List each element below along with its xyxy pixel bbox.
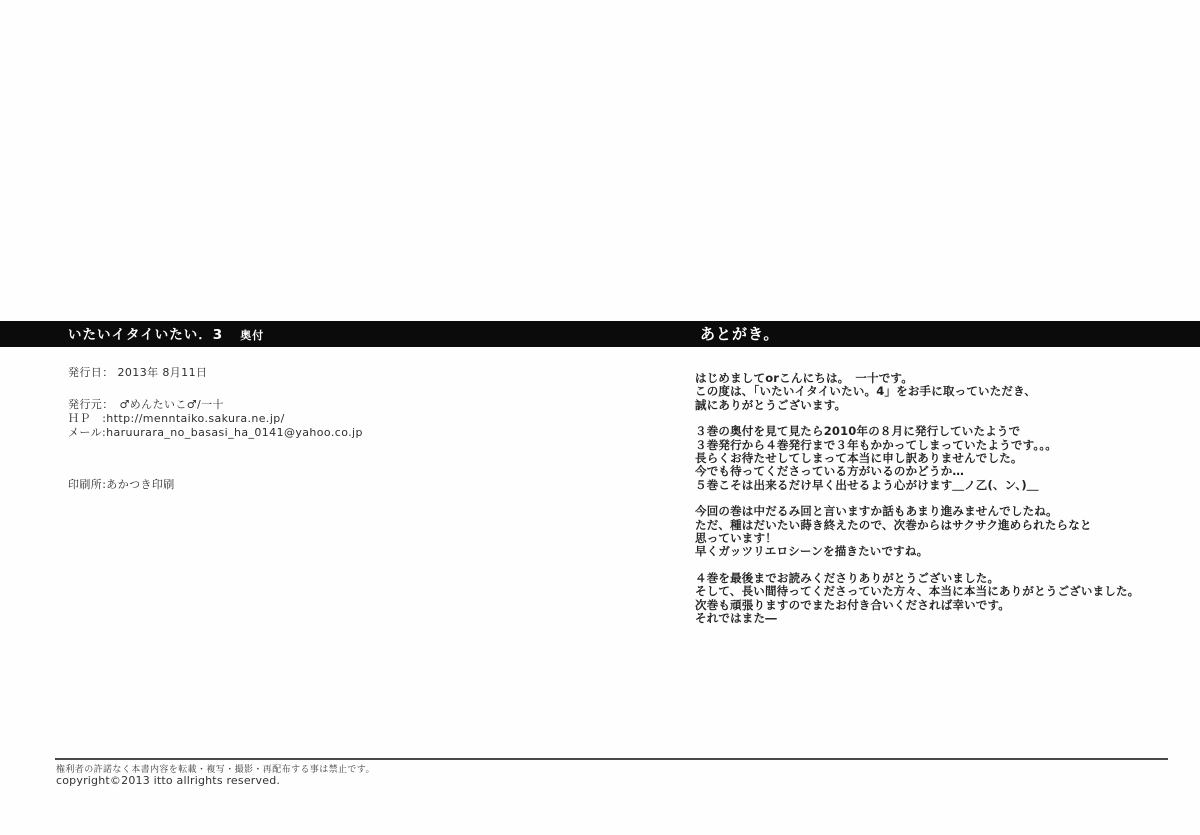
- rights-notice: 権利者の許諾なく本書内容を転載・複写・撮影・再配布する事は禁止です。: [56, 765, 375, 775]
- copyright-line: copyright©2013 itto allrights reserved.: [56, 774, 281, 787]
- afterword-header: あとがき。: [700, 325, 780, 343]
- afterword-line: それではまた―: [695, 611, 777, 626]
- footer-divider: [55, 758, 1168, 760]
- afterword-line: 思っています！: [695, 531, 777, 546]
- afterword-line: ３巻発行から４巻発行まで３年もかかってしまっていたようです。。。: [695, 437, 1057, 452]
- publication-date-line: 発行日： 2013年 8月11日: [68, 366, 208, 379]
- publisher-line: 発行元： ♂めんたいこ♂/一十: [68, 398, 224, 411]
- afterword-line: 早くガッツリエロシーンを描きたいですね。: [695, 544, 929, 559]
- afterword-line: 長らくお待たせしてしまって本当に申し訳ありませんでした。: [695, 451, 1023, 466]
- colophon-header: [68, 321, 264, 347]
- book-title: いたいイタイいたい．3: [68, 327, 224, 343]
- printer-line: 印刷所:あかつき印刷: [68, 478, 175, 491]
- email-line: メール:haruurara_no_basasi_ha_0141@yahoo.co.jp: [68, 426, 363, 439]
- homepage-line: ＨＰ :http://menntaiko.sakura.ne.jp/: [68, 412, 285, 425]
- afterword-line: ３巻の奥付を見て見たら2010年の８月に発行していたようで: [695, 424, 1021, 439]
- afterword-line: 今でも待ってくださっている方がいるのかどうか…: [695, 464, 965, 479]
- afterword-line: 今回の巻は中だるみ回と言いますか話もあまり進みませんでしたね。: [695, 504, 1058, 519]
- afterword-body: [695, 359, 1165, 639]
- header-bar: [0, 321, 1200, 347]
- afterword-line: この度は、「いたいイタイいたい。4」をお手に取っていただき、: [695, 384, 1037, 399]
- afterword-line: 次巻も頑張りますのでまたお付き合いくだされば幸いです。: [695, 597, 1010, 612]
- afterword-line: ５巻こそは出来るだけ早く出せるよう心がけます＿ノ乙(、ン、)＿: [695, 477, 1039, 492]
- afterword-line: 誠にありがとうございます。: [695, 397, 847, 412]
- afterword-line: ただ、種はだいたい蒔き終えたので、次巻からはサクサク進められたらなと: [695, 517, 1092, 532]
- colophon-label: 奥付: [240, 329, 265, 342]
- afterword-line: はじめましてorこんにちは。 一十です。: [695, 371, 913, 385]
- afterword-line: ４巻を最後までお読みくださりありがとうございました。: [695, 570, 1000, 585]
- afterword-line: そして、長い間待ってくださっていた方々、本当に本当にありがとうございました。: [695, 584, 1140, 599]
